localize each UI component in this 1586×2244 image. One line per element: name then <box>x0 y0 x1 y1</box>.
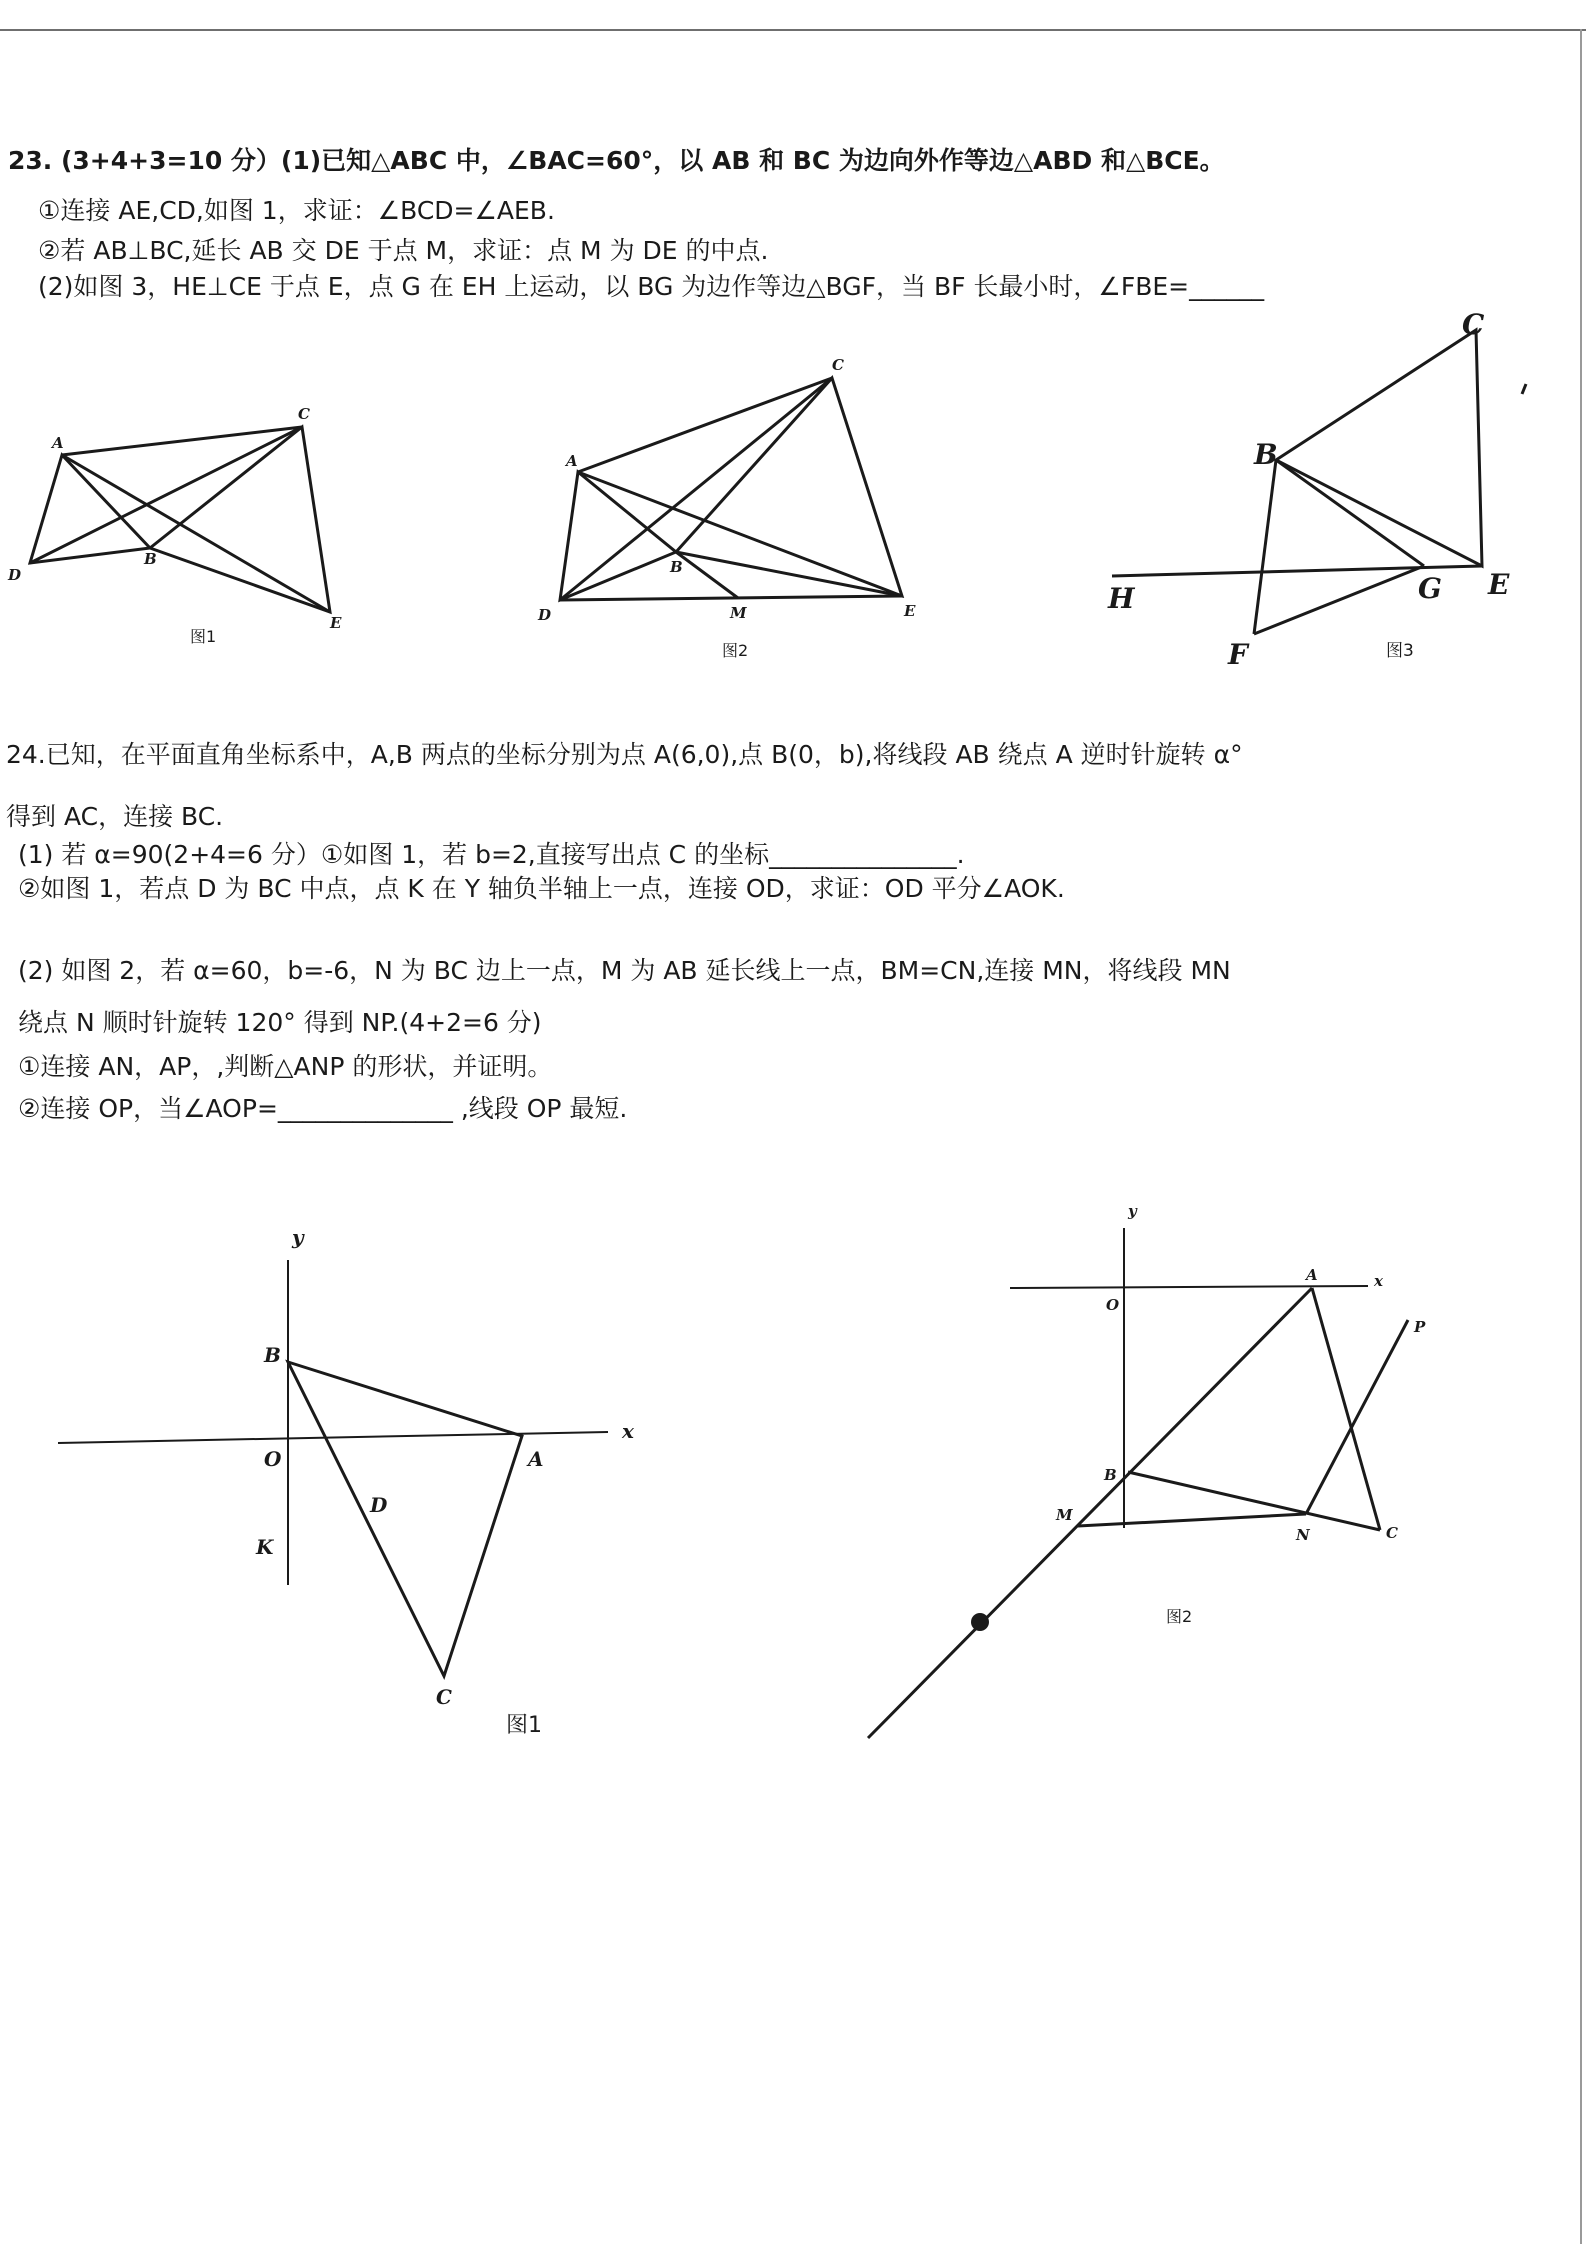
q24-fig2-line-ab-extended <box>868 1288 1312 1738</box>
q24-fig2-caption: 图2 <box>1166 1607 1193 1626</box>
q23-fig1-segment-cd <box>30 427 302 563</box>
q24-fig2-label-x: x <box>1374 1272 1383 1290</box>
q23-fig3-segment-bf <box>1254 460 1276 634</box>
q24-line-5: (2) 如图 2，若 α=60，b=-6，N 为 BC 边上一点，M 为 AB 延长线上一点，BM=CN,连接 MN，将线段 MN <box>18 956 1231 985</box>
q24-line-7: ①连接 AN，AP，,判断△ANP 的形状，并证明。 <box>18 1052 553 1081</box>
q24-fig1-label-y: y <box>292 1225 304 1249</box>
q23-fig1-segment-ac <box>62 427 302 455</box>
q24-line-2: 得到 AC，连接 BC. <box>6 802 224 831</box>
q24-figure-1 <box>58 1260 608 1676</box>
q24-line-3: (1) 若 α=90(2+4=6 分）①如图 1，若 b=2,直接写出点 C 的坐标_______________. <box>18 840 965 869</box>
q23-fig3-segment-fg <box>1254 566 1424 634</box>
q24-fig1-label-o: O <box>264 1447 282 1471</box>
q23-fig2-caption: 图2 <box>722 641 749 660</box>
q24-line-4: ②如图 1，若点 D 为 BC 中点，点 K 在 Y 轴负半轴上一点，连接 OD，求证：OD 平分∠AOK. <box>18 874 1065 903</box>
q23-fig3-label-f: F <box>1228 638 1248 671</box>
q23-fig2-label-b: B <box>670 558 683 576</box>
q23-line-1: 23. (3+4+3=10 分）(1)已知△ABC 中，∠BAC=60°，以 AB 和 BC 为边向外作等边△ABD 和△BCE。 <box>8 146 1225 175</box>
q23-fig1-caption: 图1 <box>190 627 217 646</box>
q23-fig2-label-e: E <box>904 602 916 620</box>
q24-fig2-label-n: N <box>1296 1526 1310 1544</box>
q23-fig2-label-m: M <box>730 604 747 622</box>
q24-fig1-label-d: D <box>370 1493 388 1517</box>
q23-figure-3 <box>1112 330 1526 634</box>
q23-line-2: ①连接 AE,CD,如图 1，求证：∠BCD=∠AEB. <box>38 196 555 225</box>
q23-figure-1 <box>30 427 330 612</box>
q24-fig2-label-b: B <box>1104 1466 1117 1484</box>
q24-fig1-caption: 图1 <box>506 1713 542 1738</box>
q24-fig1-x-axis <box>58 1432 608 1443</box>
q24-line-1: 24.已知，在平面直角坐标系中，A,B 两点的坐标分别为点 A(6,0),点 B(0，b),将线段 AB 绕点 A 逆时针旋转 α° <box>6 740 1243 769</box>
q23-fig2-segment-de <box>560 596 902 600</box>
q24-fig2-segment-ac <box>1312 1288 1380 1530</box>
q24-fig2-segment-mn <box>1078 1514 1306 1526</box>
q23-figure-2 <box>560 378 902 600</box>
q23-fig2-triangle-abd <box>560 472 676 600</box>
q23-fig3-label-h: H <box>1108 582 1135 615</box>
q24-fig2-label-p: P <box>1414 1318 1426 1336</box>
q24-fig1-label-x: x <box>622 1419 634 1443</box>
q23-fig3-label-e: E <box>1488 568 1510 601</box>
q23-fig1-label-e: E <box>330 614 342 632</box>
q24-fig2-ink-dot <box>971 1613 989 1631</box>
q23-fig3-label-c: C <box>1462 308 1485 341</box>
q24-fig2-label-c: C <box>1386 1524 1398 1542</box>
q24-fig1-label-b: B <box>264 1343 281 1367</box>
q23-line-3: ②若 AB⊥BC,延长 AB 交 DE 于点 M，求证：点 M 为 DE 的中点. <box>38 236 769 265</box>
q24-fig1-label-c: C <box>436 1685 452 1709</box>
q23-fig1-triangle-bce <box>150 427 330 612</box>
q23-fig3-stray-mark <box>1522 384 1526 394</box>
q23-fig1-label-a: A <box>52 434 64 452</box>
q24-fig2-label-o: O <box>1106 1296 1120 1314</box>
q23-fig2-triangle-bce <box>676 378 902 596</box>
q23-fig2-segment-ac <box>578 378 832 472</box>
q23-fig3-label-g: G <box>1418 572 1442 605</box>
q24-fig1-label-a: A <box>528 1447 544 1471</box>
q23-fig3-triangle-bce <box>1276 330 1482 566</box>
q24-fig2-label-a: A <box>1306 1266 1318 1284</box>
q24-figure-2 <box>868 1228 1408 1738</box>
q23-fig3-caption: 图3 <box>1386 641 1414 661</box>
q23-fig2-label-c: C <box>832 356 844 374</box>
q23-fig3-label-b: B <box>1254 438 1278 471</box>
q23-line-4: (2)如图 3，HE⊥CE 于点 E，点 G 在 EH 上运动，以 BG 为边作等边△BGF，当 BF 长最小时，∠FBE=______ <box>38 272 1265 301</box>
q24-fig1-label-k: K <box>256 1535 274 1559</box>
q23-fig2-segment-ae <box>578 472 902 596</box>
q24-line-6: 绕点 N 顺时针旋转 120° 得到 NP.(4+2=6 分) <box>18 1008 542 1037</box>
q24-fig2-label-y: y <box>1128 1202 1137 1220</box>
q23-fig2-label-d: D <box>538 606 552 624</box>
q24-fig2-segment-np <box>1306 1320 1408 1514</box>
q24-fig1-triangle-abc <box>288 1362 522 1676</box>
q23-fig1-label-b: B <box>144 550 157 568</box>
q24-fig2-x-axis <box>1010 1286 1368 1288</box>
q23-fig1-label-d: D <box>8 566 22 584</box>
q23-fig2-label-a: A <box>566 452 578 470</box>
q24-fig2-label-m: M <box>1056 1506 1073 1524</box>
q23-fig1-label-c: C <box>298 405 310 423</box>
q24-line-8: ②连接 OP，当∠AOP=______________ ,线段 OP 最短. <box>18 1094 628 1123</box>
q23-fig3-segment-bg <box>1276 460 1424 566</box>
